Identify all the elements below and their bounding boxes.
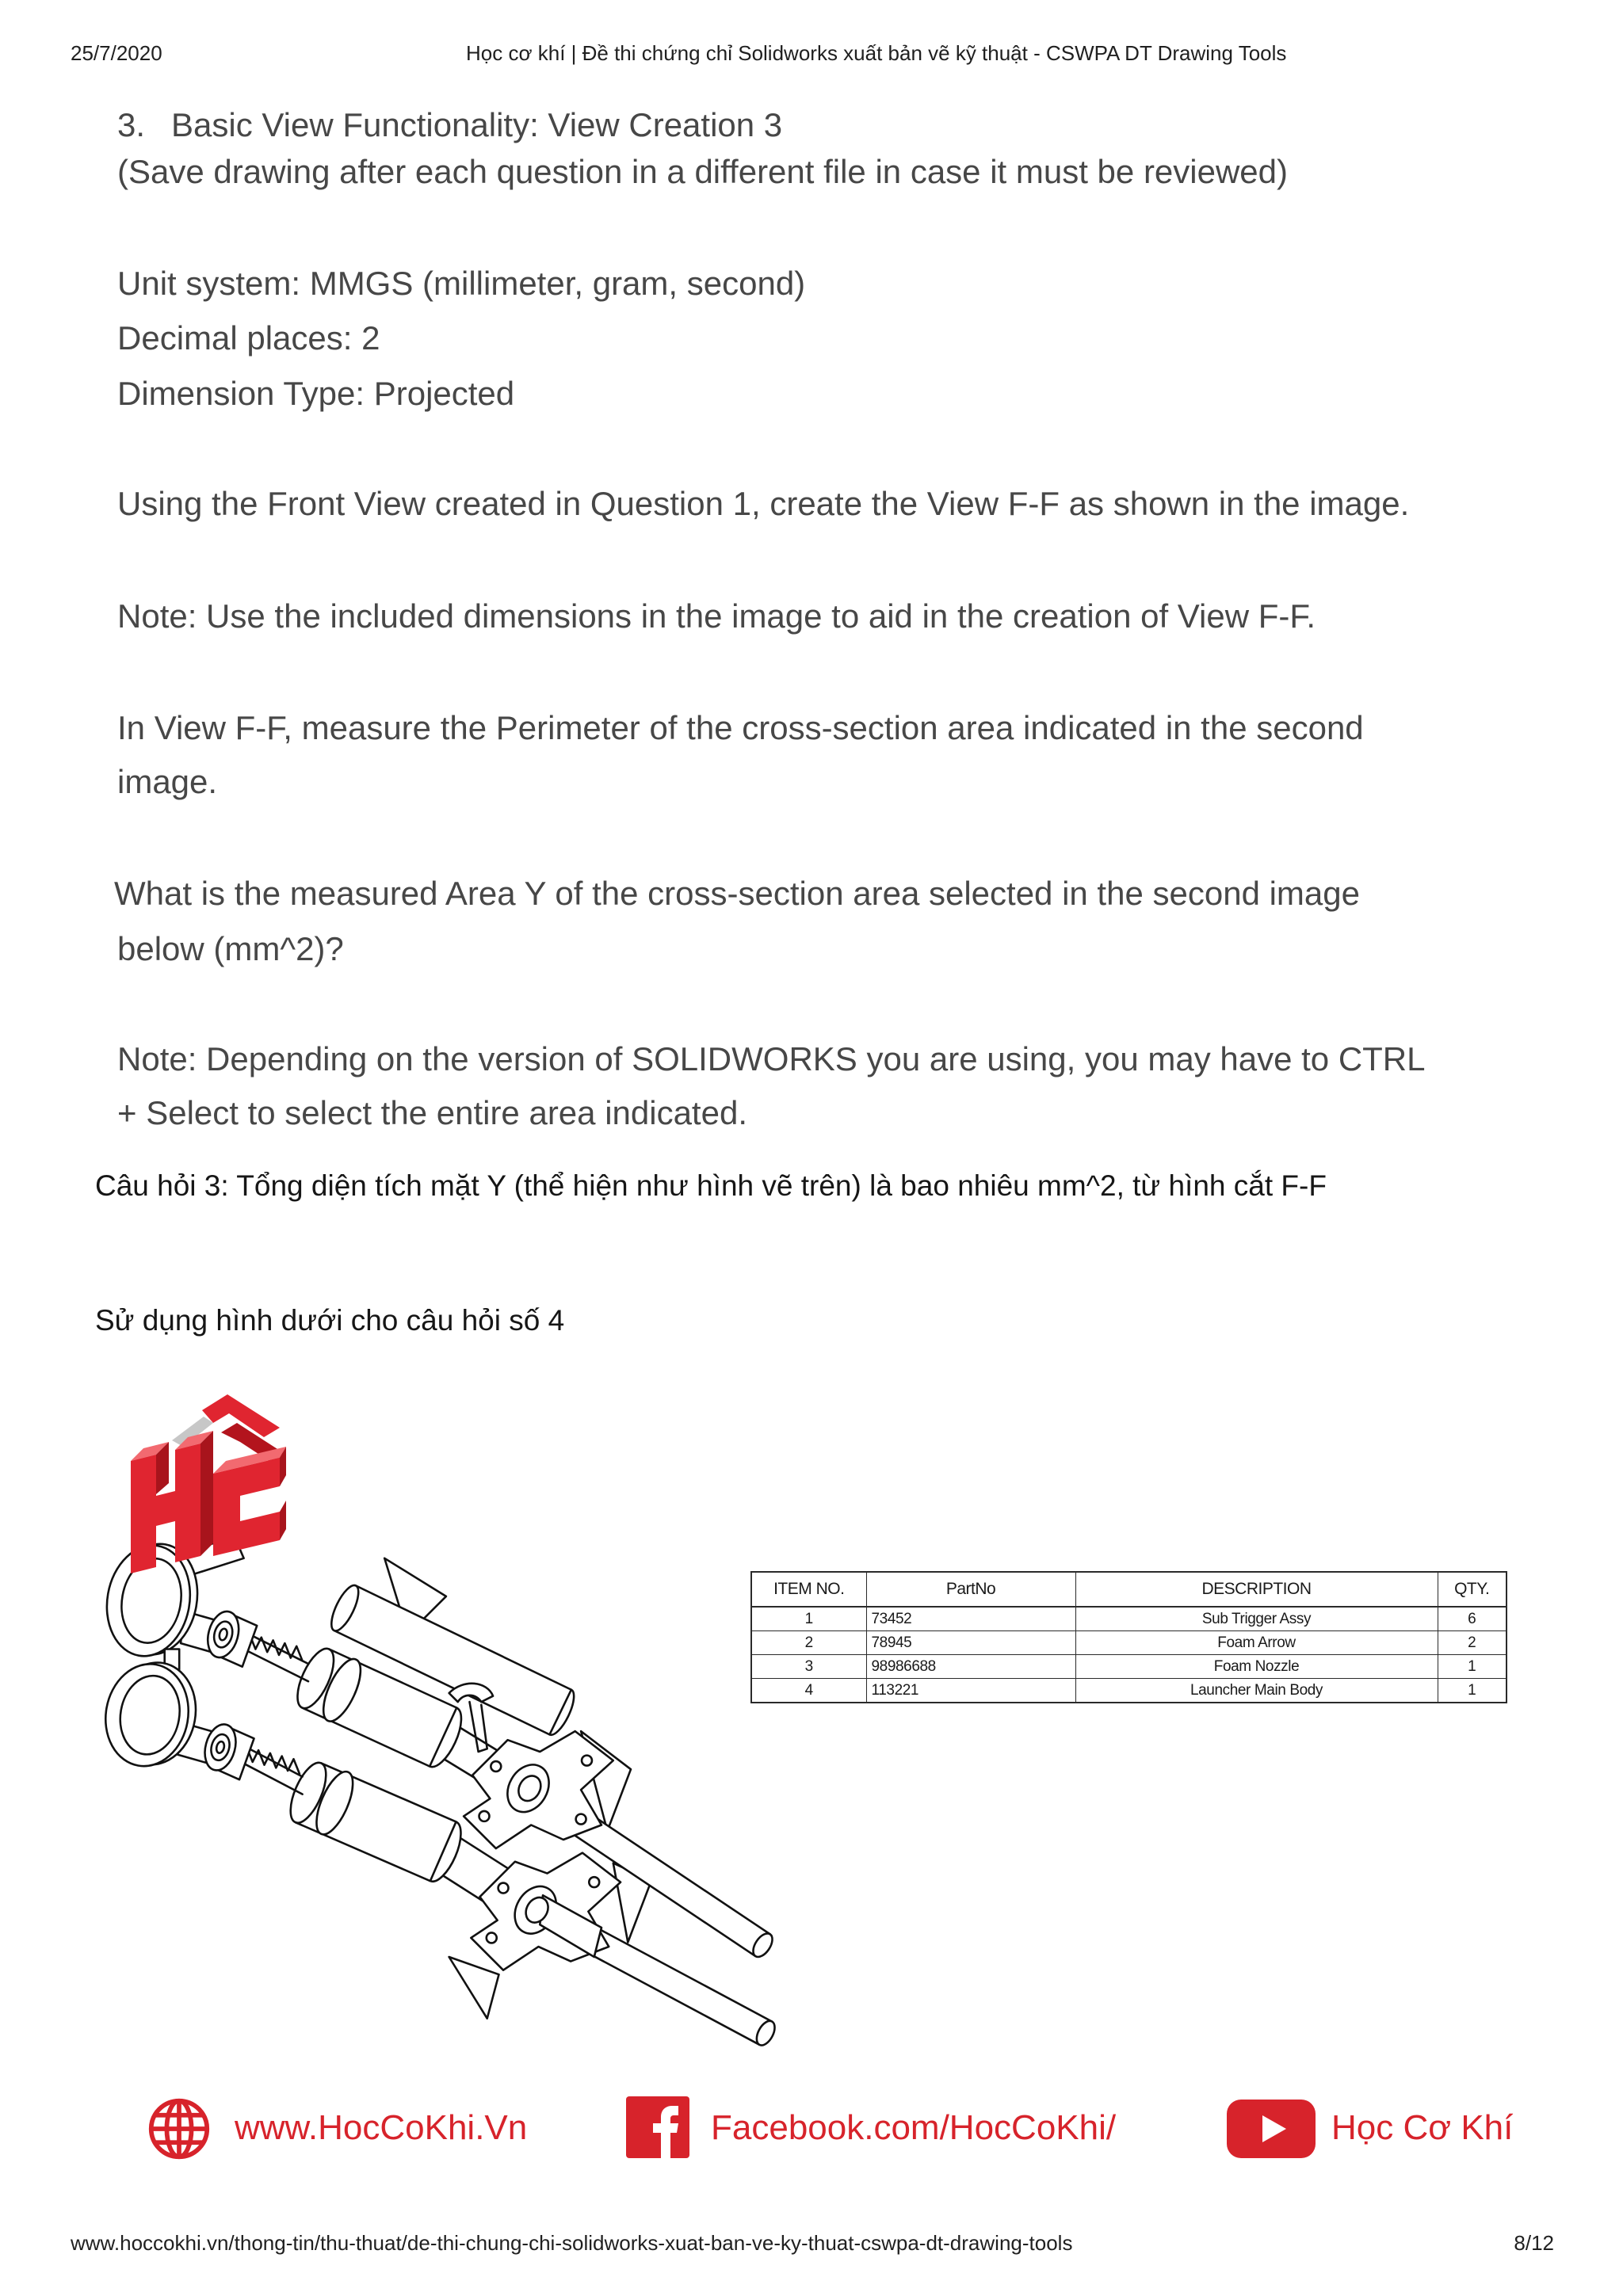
note-dimensions: Note: Use the included dimensions in the image to aid in the creation of View F-F. bbox=[117, 597, 1316, 635]
cell-item-no: 2 bbox=[751, 1631, 866, 1655]
measure-line: image. bbox=[117, 763, 218, 800]
area-question-line: below (mm^2)? bbox=[117, 930, 344, 967]
cell-item-no: 3 bbox=[751, 1655, 866, 1679]
table-row bbox=[751, 1655, 1507, 1679]
cell-part-no: 73452 bbox=[866, 1607, 1075, 1631]
question-3-vietnamese: Câu hỏi 3: Tổng diện tích mặt Y (thể hiện như hình vẽ trên) là bao nhiêu mm^2, từ hình cắt F-F bbox=[95, 1169, 1327, 1202]
barrel-lower bbox=[284, 1758, 468, 1886]
dimension-type: Dimension Type: Projected bbox=[117, 375, 515, 412]
measure-line: In View F-F, measure the Perimeter of the cross-section area indicated in the second bbox=[117, 709, 1364, 746]
print-page-title: Học cơ khí | Đề thi chứng chỉ Solidworks xuất bản vẽ kỹ thuật - CSWPA DT Drawing Tools bbox=[466, 41, 1287, 65]
question-4-intro: Sử dụng hình dưới cho câu hỏi số 4 bbox=[95, 1304, 565, 1337]
cell-item-no: 1 bbox=[751, 1607, 866, 1631]
end-cap-upper bbox=[203, 1608, 257, 1667]
header-qty: QTY. bbox=[1438, 1572, 1507, 1607]
logo-letter-h bbox=[131, 1431, 213, 1573]
print-date: 25/7/2020 bbox=[71, 41, 162, 65]
instruction: Using the Front View created in Question 1, create the View F-F as shown in the image. bbox=[117, 485, 1410, 522]
cell-part-no: 113221 bbox=[866, 1679, 1075, 1703]
cell-part-no: 78945 bbox=[866, 1631, 1075, 1655]
table-row bbox=[751, 1679, 1507, 1703]
cell-item-no: 4 bbox=[751, 1679, 866, 1703]
spring-rod-upper bbox=[244, 1631, 308, 1681]
header-part-no: PartNo bbox=[866, 1572, 1075, 1607]
facebook-link-text: Facebook.com/HocCoKhi/ bbox=[711, 2108, 1117, 2147]
question-number: 3. bbox=[117, 106, 146, 143]
cell-description: Foam Arrow bbox=[1075, 1631, 1438, 1655]
decimal-places: Decimal places: 2 bbox=[117, 319, 380, 357]
save-note: (Save drawing after each question in a different file in case it must be reviewed) bbox=[117, 153, 1289, 190]
page-number: 8/12 bbox=[1514, 2231, 1554, 2255]
cell-qty: 1 bbox=[1438, 1679, 1507, 1703]
youtube-channel-text: Học Cơ Khí bbox=[1331, 2108, 1514, 2147]
cell-description: Foam Nozzle bbox=[1075, 1655, 1438, 1679]
cell-qty: 2 bbox=[1438, 1631, 1507, 1655]
hoccokhi-logo bbox=[124, 1393, 286, 1576]
bom-table bbox=[750, 1571, 1507, 1703]
youtube-icon bbox=[1227, 2100, 1316, 2158]
question-title: Basic View Functionality: View Creation 3 bbox=[171, 106, 783, 143]
cell-description: Sub Trigger Assy bbox=[1075, 1607, 1438, 1631]
cell-description: Launcher Main Body bbox=[1075, 1679, 1438, 1703]
website-link-text: www.HocCoKhi.Vn bbox=[235, 2108, 528, 2147]
area-question-line: What is the measured Area Y of the cross-section area selected in the second image bbox=[114, 875, 1360, 912]
version-note-line: Note: Depending on the version of SOLIDWORKS you are using, you may have to CTRL bbox=[117, 1040, 1426, 1077]
facebook-icon bbox=[626, 2096, 689, 2158]
table-row bbox=[751, 1607, 1507, 1631]
cell-qty: 6 bbox=[1438, 1607, 1507, 1631]
header-description: DESCRIPTION bbox=[1075, 1572, 1438, 1607]
unit-system: Unit system: MMGS (millimeter, gram, second) bbox=[117, 265, 806, 302]
table-row bbox=[751, 1631, 1507, 1655]
launcher-assembly-drawing bbox=[103, 1517, 807, 2074]
version-note-line: + Select to select the entire area indicated. bbox=[117, 1094, 747, 1131]
bom-header-row bbox=[751, 1572, 1507, 1607]
cell-part-no: 98986688 bbox=[866, 1655, 1075, 1679]
cell-qty: 1 bbox=[1438, 1655, 1507, 1679]
header-item-no: ITEM NO. bbox=[751, 1572, 866, 1607]
print-page-url: www.hoccokhi.vn/thong-tin/thu-thuat/de-thi-chung-chi-solidworks-xuat-ban-ve-ky-thuat-cswpa-dt-drawing-tools bbox=[71, 2231, 1073, 2255]
logo-letter-c bbox=[213, 1447, 286, 1556]
globe-icon bbox=[147, 2096, 212, 2161]
